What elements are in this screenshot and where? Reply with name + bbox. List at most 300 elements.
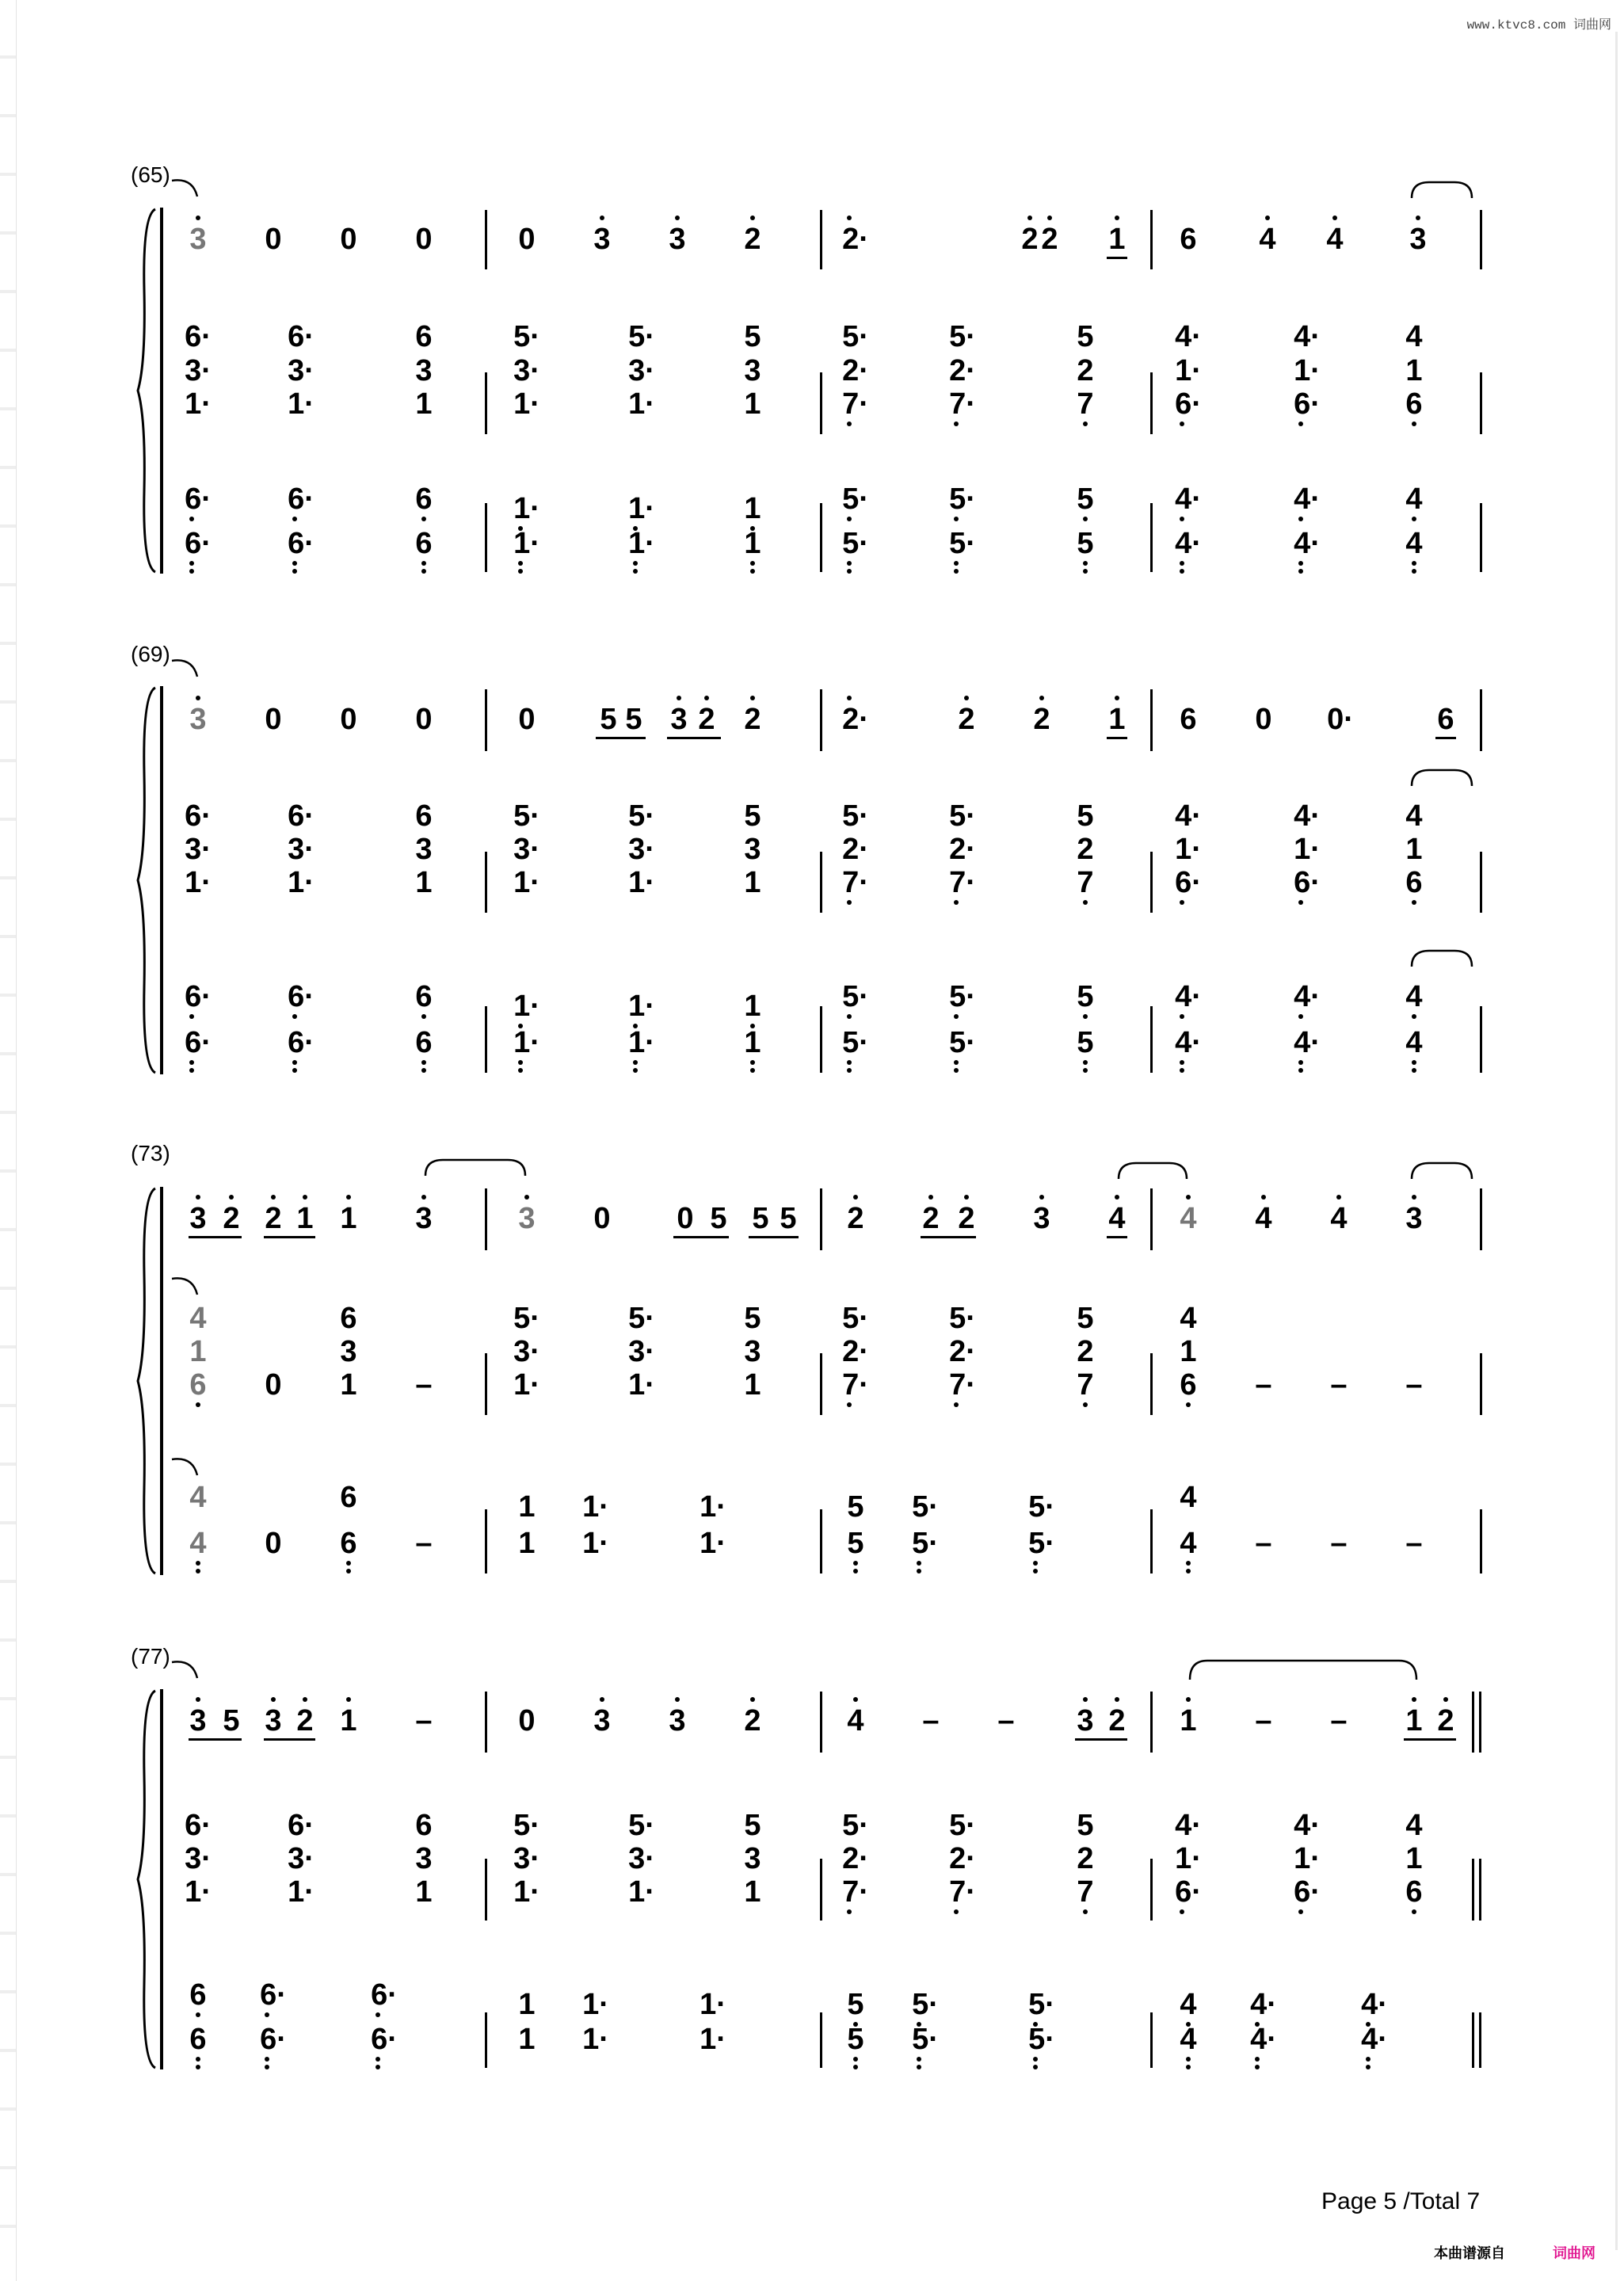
note: 0 bbox=[265, 703, 282, 736]
barline bbox=[1480, 503, 1482, 572]
octave-up-dot bbox=[1115, 1195, 1119, 1200]
octave-down-dot bbox=[847, 561, 852, 566]
octave-down-dot bbox=[847, 1402, 852, 1407]
note: 5· bbox=[513, 1809, 540, 1842]
note: 7· bbox=[842, 1368, 869, 1402]
note: – bbox=[922, 1704, 940, 1737]
note: 3 bbox=[744, 1335, 761, 1368]
note: 1 bbox=[1405, 1842, 1423, 1875]
note: 6· bbox=[371, 1978, 398, 2012]
note: 3· bbox=[628, 1842, 655, 1875]
note: 6 bbox=[415, 483, 433, 516]
octave-down-dot bbox=[196, 1402, 200, 1407]
note: 2 bbox=[1021, 223, 1039, 256]
note: 1 bbox=[744, 866, 761, 899]
note: 0· bbox=[1327, 703, 1354, 736]
octave-down-dot bbox=[421, 1060, 426, 1065]
octave-down-dot bbox=[1033, 2057, 1038, 2062]
note: 6 bbox=[415, 1809, 433, 1842]
note: 4 bbox=[1405, 527, 1423, 560]
barline bbox=[1150, 1006, 1153, 1073]
note: 5 bbox=[847, 1988, 864, 2021]
note: 4 bbox=[1180, 1988, 1197, 2021]
octave-up-dot bbox=[196, 216, 200, 220]
note: 3· bbox=[288, 354, 315, 387]
note: 4· bbox=[1175, 1809, 1202, 1842]
note: – bbox=[1330, 1527, 1348, 1560]
note: 1· bbox=[513, 866, 540, 899]
note: 6 bbox=[1180, 1368, 1197, 1402]
note: 5 bbox=[223, 1704, 240, 1737]
barline bbox=[820, 852, 822, 913]
note: 6 bbox=[189, 1368, 207, 1402]
octave-up-dot bbox=[928, 1195, 933, 1200]
octave-down-dot bbox=[1186, 1402, 1191, 1407]
eighth-underline bbox=[264, 1738, 315, 1741]
note: 6· bbox=[1294, 387, 1321, 421]
note: 5· bbox=[949, 1809, 976, 1842]
octave-down-dot bbox=[1083, 1402, 1088, 1407]
note: 1· bbox=[628, 866, 655, 899]
octave-down-dot bbox=[853, 1569, 858, 1573]
left-watermark-strip bbox=[0, 0, 17, 2281]
note: 5· bbox=[912, 1490, 939, 1524]
note: 4· bbox=[1175, 1026, 1202, 1059]
octave-up-dot bbox=[675, 1697, 680, 1702]
note: 1· bbox=[1175, 1842, 1202, 1875]
note: 4· bbox=[1175, 527, 1202, 560]
note: 1 bbox=[296, 1202, 314, 1235]
barline bbox=[1150, 372, 1153, 434]
tie-continuation bbox=[170, 1657, 202, 1681]
note: 1 bbox=[744, 1368, 761, 1402]
barline bbox=[820, 372, 822, 434]
octave-down-dot bbox=[954, 569, 959, 574]
octave-down-dot bbox=[1083, 1909, 1088, 1914]
note: 4 bbox=[1405, 980, 1423, 1013]
note: 5· bbox=[949, 527, 976, 560]
note: 4 bbox=[1330, 1202, 1348, 1235]
note: 3 bbox=[744, 833, 761, 866]
barline bbox=[1480, 689, 1482, 751]
octave-up-dot bbox=[964, 1195, 969, 1200]
barline bbox=[1150, 210, 1153, 269]
note: 3· bbox=[513, 1842, 540, 1875]
octave-down-dot bbox=[1186, 2065, 1191, 2069]
note: 1· bbox=[700, 2023, 726, 2056]
note: 2 bbox=[1077, 354, 1094, 387]
note: 5· bbox=[842, 527, 869, 560]
note: 3 bbox=[189, 1202, 207, 1235]
note: 3 bbox=[415, 354, 433, 387]
note: 4 bbox=[189, 1302, 207, 1335]
note: 5 bbox=[600, 703, 617, 736]
octave-down-dot bbox=[1083, 561, 1088, 566]
octave-up-dot bbox=[196, 1697, 200, 1702]
octave-down-dot bbox=[292, 569, 297, 574]
note: 3· bbox=[288, 1842, 315, 1875]
note: 5· bbox=[912, 1527, 939, 1560]
octave-up-dot bbox=[1115, 216, 1119, 220]
note: 4· bbox=[1294, 483, 1321, 516]
barline bbox=[1150, 1692, 1153, 1753]
tie-slur bbox=[1410, 1161, 1473, 1182]
octave-down-dot bbox=[189, 1014, 194, 1019]
barline bbox=[1480, 1188, 1482, 1250]
octave-down-dot bbox=[750, 1068, 755, 1073]
octave-down-dot bbox=[1366, 2065, 1370, 2069]
note: 2 bbox=[296, 1704, 314, 1737]
octave-down-dot bbox=[1083, 1014, 1088, 1019]
octave-down-dot bbox=[292, 1014, 297, 1019]
octave-down-dot bbox=[1298, 1060, 1303, 1065]
note: 2· bbox=[949, 833, 976, 866]
note: 1· bbox=[628, 387, 655, 421]
note: 5 bbox=[744, 320, 761, 353]
source-label: 本曲谱源自 bbox=[1434, 2245, 1505, 2261]
barline bbox=[485, 1188, 487, 1250]
octave-down-dot bbox=[1298, 1014, 1303, 1019]
barline bbox=[820, 1188, 822, 1250]
octave-down-dot bbox=[1180, 1909, 1184, 1914]
note: 2 bbox=[744, 703, 761, 736]
tie-slur bbox=[1117, 1161, 1188, 1182]
note: – bbox=[997, 1704, 1015, 1737]
octave-up-dot bbox=[1186, 1697, 1191, 1702]
note: 1· bbox=[628, 492, 655, 525]
octave-down-dot bbox=[292, 1068, 297, 1073]
octave-down-dot bbox=[292, 561, 297, 566]
octave-up-dot bbox=[346, 1195, 351, 1200]
note: 6· bbox=[185, 799, 212, 833]
note: 4 bbox=[1326, 223, 1344, 256]
note: 6 bbox=[1437, 703, 1454, 736]
note: 4· bbox=[1175, 483, 1202, 516]
octave-down-dot bbox=[917, 1561, 921, 1566]
octave-down-dot bbox=[1033, 1561, 1038, 1566]
note: 4 bbox=[1405, 1026, 1423, 1059]
note: 4· bbox=[1175, 320, 1202, 353]
note: 7· bbox=[842, 866, 869, 899]
note: 3 bbox=[669, 1704, 686, 1737]
tie-slur bbox=[1410, 949, 1473, 970]
note: 0 bbox=[340, 703, 357, 736]
note: 5· bbox=[1028, 1490, 1055, 1524]
measure-number: (77) bbox=[131, 1644, 170, 1669]
note: 1· bbox=[628, 1875, 655, 1909]
note: 6 bbox=[189, 1978, 207, 2012]
barline bbox=[485, 372, 487, 434]
barline bbox=[820, 503, 822, 572]
note: 1· bbox=[513, 1368, 540, 1402]
note: 1· bbox=[1175, 354, 1202, 387]
note: 1· bbox=[288, 866, 315, 899]
octave-down-dot bbox=[847, 1014, 852, 1019]
note: 5· bbox=[949, 1302, 976, 1335]
note: 1 bbox=[415, 866, 433, 899]
note: 5 bbox=[710, 1202, 727, 1235]
note: 3· bbox=[513, 833, 540, 866]
note: 1· bbox=[582, 2023, 609, 2056]
note: 7· bbox=[949, 1875, 976, 1909]
note: 1· bbox=[700, 1490, 726, 1524]
octave-down-dot bbox=[1298, 1068, 1303, 1073]
barline bbox=[1150, 2012, 1153, 2068]
tie-slur bbox=[1188, 1659, 1418, 1683]
note: 5· bbox=[628, 320, 655, 353]
note: 1· bbox=[1294, 1842, 1321, 1875]
octave-down-dot bbox=[1412, 569, 1416, 574]
note: 6· bbox=[185, 980, 212, 1013]
octave-down-dot bbox=[1412, 561, 1416, 566]
barline bbox=[820, 210, 822, 269]
barline bbox=[485, 1509, 487, 1573]
barline bbox=[1150, 503, 1153, 572]
octave-down-dot bbox=[1412, 1060, 1416, 1065]
note: 5· bbox=[949, 980, 976, 1013]
note: 2 bbox=[265, 1202, 282, 1235]
octave-down-dot bbox=[346, 1561, 351, 1566]
note: 1 bbox=[744, 1026, 761, 1059]
note: 6· bbox=[371, 2023, 398, 2056]
note: 5 bbox=[744, 1302, 761, 1335]
barline bbox=[820, 689, 822, 751]
octave-up-dot bbox=[1039, 1195, 1044, 1200]
note: 5· bbox=[842, 1809, 869, 1842]
octave-down-dot bbox=[196, 2012, 200, 2017]
note: 2· bbox=[949, 1842, 976, 1875]
octave-down-dot bbox=[847, 517, 852, 521]
eighth-underline bbox=[749, 1236, 799, 1238]
octave-down-dot bbox=[376, 2057, 380, 2062]
note: 6· bbox=[288, 527, 315, 560]
octave-up-dot bbox=[847, 696, 852, 700]
octave-down-dot bbox=[1298, 517, 1303, 521]
note: 3 bbox=[189, 703, 207, 736]
octave-down-dot bbox=[1186, 2057, 1191, 2062]
barline bbox=[1480, 210, 1482, 269]
octave-up-dot bbox=[196, 696, 200, 700]
barline bbox=[485, 1859, 487, 1921]
octave-down-dot bbox=[376, 2012, 380, 2017]
octave-down-dot bbox=[189, 517, 194, 521]
octave-down-dot bbox=[196, 2057, 200, 2062]
note: 7 bbox=[1077, 1875, 1094, 1909]
note: 5· bbox=[513, 1302, 540, 1335]
barline bbox=[485, 1353, 487, 1415]
octave-down-dot bbox=[917, 1569, 921, 1573]
octave-down-dot bbox=[633, 1068, 638, 1073]
note: 2 bbox=[1077, 1842, 1094, 1875]
octave-up-dot bbox=[1047, 216, 1052, 220]
note: 0 bbox=[265, 1368, 282, 1402]
octave-down-dot bbox=[421, 569, 426, 574]
octave-down-dot bbox=[1083, 900, 1088, 905]
note: 3 bbox=[189, 1704, 207, 1737]
octave-down-dot bbox=[1412, 1068, 1416, 1073]
eighth-underline bbox=[673, 1236, 729, 1238]
octave-up-dot bbox=[677, 696, 681, 700]
note: 6· bbox=[1294, 1875, 1321, 1909]
note: 3· bbox=[288, 833, 315, 866]
note: 1· bbox=[513, 990, 540, 1023]
note: 1 bbox=[744, 387, 761, 421]
note: 3· bbox=[513, 354, 540, 387]
octave-down-dot bbox=[1180, 1060, 1184, 1065]
octave-down-dot bbox=[633, 561, 638, 566]
octave-down-dot bbox=[1298, 561, 1303, 566]
note: – bbox=[1255, 1527, 1272, 1560]
note: 2 bbox=[1033, 703, 1050, 736]
octave-down-dot bbox=[1298, 900, 1303, 905]
tie-continuation bbox=[170, 1455, 202, 1478]
note: 5 bbox=[1077, 1809, 1094, 1842]
octave-down-dot bbox=[518, 1068, 523, 1073]
barline bbox=[1150, 689, 1153, 751]
note: 1· bbox=[185, 387, 212, 421]
note: 2 bbox=[1108, 1704, 1126, 1737]
barline bbox=[485, 210, 487, 269]
note: 5 bbox=[847, 1527, 864, 1560]
note: 4 bbox=[1405, 799, 1423, 833]
note: 0 bbox=[518, 703, 536, 736]
note: 4· bbox=[1175, 799, 1202, 833]
note: 3 bbox=[744, 354, 761, 387]
barline bbox=[820, 2012, 822, 2068]
octave-down-dot bbox=[1083, 517, 1088, 521]
octave-down-dot bbox=[853, 2065, 858, 2069]
note: – bbox=[1405, 1368, 1423, 1402]
note: 7· bbox=[949, 866, 976, 899]
note: 5 bbox=[1077, 980, 1094, 1013]
octave-down-dot bbox=[954, 1014, 959, 1019]
octave-down-dot bbox=[1083, 1060, 1088, 1065]
octave-up-dot bbox=[847, 216, 852, 220]
note: 4 bbox=[1180, 1481, 1197, 1514]
note: 1· bbox=[582, 1490, 609, 1524]
octave-down-dot bbox=[1083, 569, 1088, 574]
note: 5 bbox=[780, 1202, 797, 1235]
note: 1· bbox=[288, 1875, 315, 1909]
note: 2· bbox=[842, 703, 869, 736]
octave-down-dot bbox=[1298, 1909, 1303, 1914]
octave-down-dot bbox=[1180, 421, 1184, 426]
note: 0 bbox=[1255, 703, 1272, 736]
octave-down-dot bbox=[1033, 2065, 1038, 2069]
note: 5 bbox=[744, 799, 761, 833]
note: 6· bbox=[288, 1809, 315, 1842]
note: 2 bbox=[958, 1202, 975, 1235]
note: 6 bbox=[415, 1026, 433, 1059]
note: 6 bbox=[340, 1302, 357, 1335]
octave-down-dot bbox=[633, 569, 638, 574]
note: 5· bbox=[1028, 1988, 1055, 2021]
note: 5· bbox=[842, 799, 869, 833]
note: 1 bbox=[518, 2023, 536, 2056]
note: 1 bbox=[744, 492, 761, 525]
octave-up-dot bbox=[1443, 1697, 1448, 1702]
octave-up-dot bbox=[1027, 216, 1032, 220]
note: 4· bbox=[1294, 980, 1321, 1013]
octave-down-dot bbox=[1255, 2065, 1260, 2069]
note: 5· bbox=[628, 1302, 655, 1335]
octave-down-dot bbox=[1412, 1909, 1416, 1914]
octave-down-dot bbox=[1180, 1068, 1184, 1073]
note: – bbox=[415, 1704, 433, 1737]
measure-number: (73) bbox=[131, 1141, 170, 1165]
note: 1· bbox=[582, 1527, 609, 1560]
note: 6 bbox=[415, 320, 433, 353]
note: 7 bbox=[1077, 387, 1094, 421]
octave-down-dot bbox=[954, 561, 959, 566]
note: 3· bbox=[185, 354, 212, 387]
note: 5· bbox=[842, 980, 869, 1013]
octave-down-dot bbox=[421, 1014, 426, 1019]
note: 6 bbox=[340, 1481, 357, 1514]
note: 4· bbox=[1250, 2023, 1277, 2056]
barline bbox=[820, 1859, 822, 1921]
note: 1 bbox=[518, 1988, 536, 2021]
octave-down-dot bbox=[847, 1060, 852, 1065]
octave-down-dot bbox=[265, 2012, 269, 2017]
note: 6 bbox=[340, 1527, 357, 1560]
note: 4· bbox=[1294, 1809, 1321, 1842]
note: 5 bbox=[744, 1809, 761, 1842]
note: 6 bbox=[1405, 1875, 1423, 1909]
note: 7· bbox=[842, 1875, 869, 1909]
octave-up-dot bbox=[750, 696, 755, 700]
barline bbox=[1480, 852, 1482, 913]
note: 1 bbox=[415, 1875, 433, 1909]
final-barline bbox=[1472, 1859, 1481, 1921]
note: 7· bbox=[949, 1368, 976, 1402]
note: 5 bbox=[1077, 527, 1094, 560]
note: 4 bbox=[847, 1704, 864, 1737]
octave-down-dot bbox=[376, 2065, 380, 2069]
octave-down-dot bbox=[292, 517, 297, 521]
note: – bbox=[415, 1368, 433, 1402]
note: 4 bbox=[1180, 1202, 1197, 1235]
octave-down-dot bbox=[954, 421, 959, 426]
octave-down-dot bbox=[196, 1569, 200, 1573]
system-brace bbox=[133, 686, 165, 1074]
note: 5· bbox=[513, 799, 540, 833]
tie-slur bbox=[1410, 181, 1473, 201]
note: 6 bbox=[1180, 703, 1197, 736]
note: 1 bbox=[1108, 223, 1126, 256]
octave-up-dot bbox=[346, 1697, 351, 1702]
note: – bbox=[415, 1527, 433, 1560]
note: 1 bbox=[1405, 833, 1423, 866]
note: 3 bbox=[189, 223, 207, 256]
note: 5· bbox=[628, 799, 655, 833]
octave-down-dot bbox=[1366, 2057, 1370, 2062]
note: 3 bbox=[670, 703, 688, 736]
octave-down-dot bbox=[847, 1909, 852, 1914]
note: 5· bbox=[1028, 2023, 1055, 2056]
note: 3 bbox=[415, 1842, 433, 1875]
note: 1 bbox=[189, 1335, 207, 1368]
note: 7· bbox=[949, 387, 976, 421]
barline bbox=[820, 1509, 822, 1573]
note: – bbox=[1405, 1527, 1423, 1560]
octave-down-dot bbox=[954, 1060, 959, 1065]
octave-down-dot bbox=[1083, 421, 1088, 426]
tie-continuation bbox=[170, 656, 202, 680]
note: 5 bbox=[847, 2023, 864, 2056]
note: 6· bbox=[185, 483, 212, 516]
note: 5 bbox=[1077, 1302, 1094, 1335]
